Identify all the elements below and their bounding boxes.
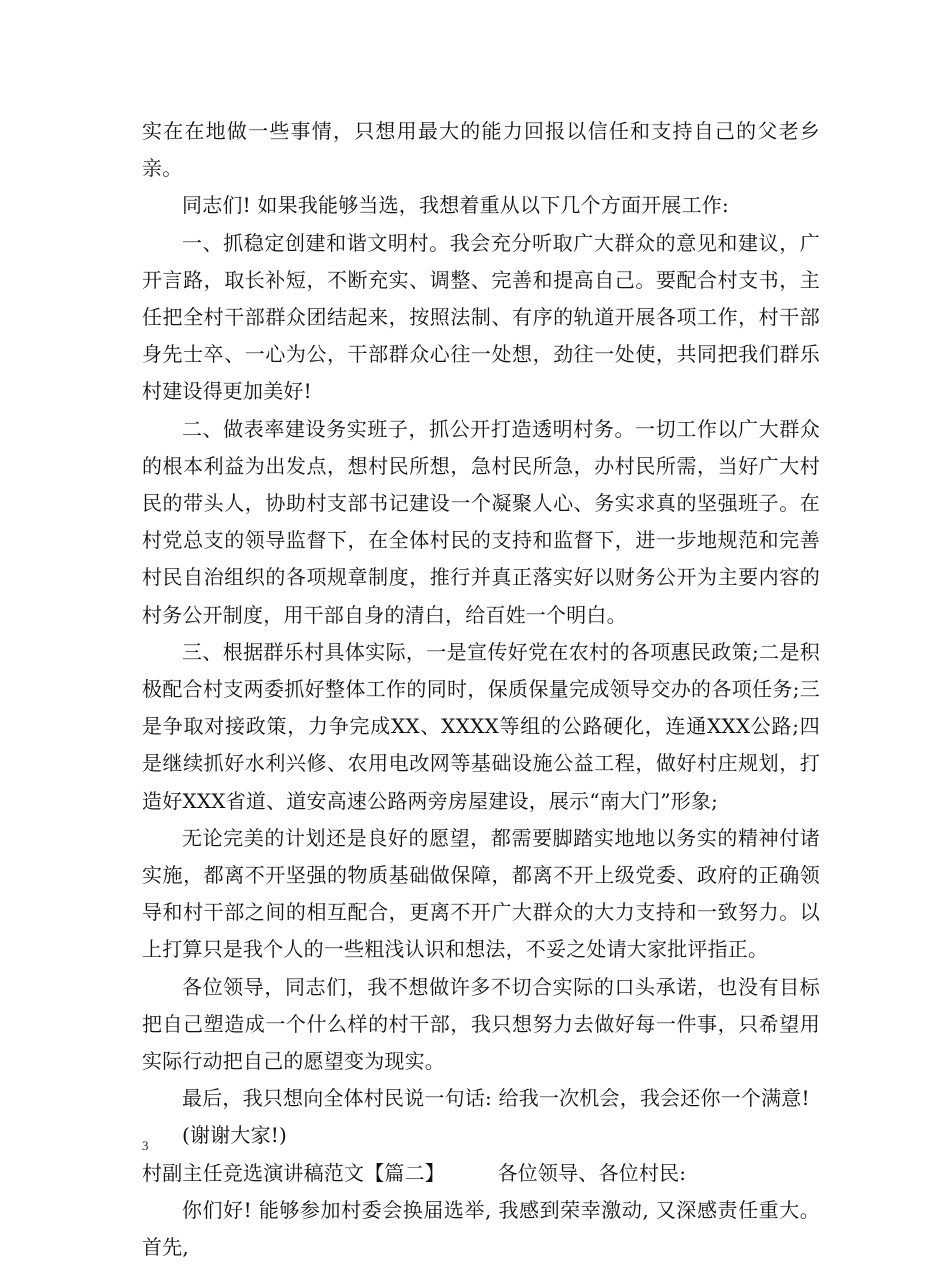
greeting: 各位领导、各位村民: <box>497 1160 687 1185</box>
section-heading: 村副主任竞选演讲稿范文【篇二】 <box>142 1160 445 1185</box>
paragraph-commitment: 无论完美的计划还是良好的愿望，都需要脚踏实地地以务实的精神付诸实施，都离不开坚强的物质基础做保障，都离不开上级党委、政府的正确领导和村干部之间的相互配合，更离不开广大群众的大力支持和一致努力。以上打算只是我个人的一些粗浅认识和想法，不妥之处请大家批评指正。 <box>142 825 820 962</box>
paragraph-continuation: 实在在地做一些事情，只想用最大的能力回报以信任和支持自己的父老乡亲。 <box>142 119 820 181</box>
paragraph-intro: 同志们! 如果我能够当选，我想着重从以下几个方面开展工作: <box>182 193 729 218</box>
page-number: 3 <box>142 1138 149 1153</box>
paragraph-closing: 最后，我只想向全体村民说一句话: 给我一次机会，我会还你一个满意! <box>182 1086 810 1111</box>
paragraph-opening: 你们好! 能够参加村委会换届选举, 我感到荣幸激动, 又深感责任重大。首先, <box>142 1197 820 1260</box>
paragraph-point-two: 二、做表率建设务实班子，抓公开打造透明村务。一切工作以广大群众的根本利益为出发点，想村民所想，急村民所急，办村民所需，当好广大村民的带头人，协助村支部书记建设一个凝聚人心、务实求真的坚强班子。在村党总支的领导监督下，在全体村民的支持和监督下，进一步地规范和完善村民自治组织的各项规章制度，推行并真正落实好以财务公开为主要内容的村务公开制度，用干部自身的清白，给百姓一个明白。 <box>142 416 820 627</box>
section-heading-line <box>142 1155 820 1192</box>
paragraph-promise: 各位领导，同志们，我不想做许多不切合实际的口头承诺，也没有目标把自己塑造成一个什么样的村干部，我只想努力去做好每一件事，只希望用实际行动把自己的愿望变为现实。 <box>142 974 820 1074</box>
paragraph-point-one: 一、抓稳定创建和谐文明村。我会充分听取广大群众的意见和建议，广开言路，取长补短，不断充实、调整、完善和提高自己。要配合村支书，主任把全村干部群众团结起来，按照法制、有序的轨道开展各项工作，村干部身先士卒、一心为公，干部群众心往一处想，劲往一处使，共同把我们群乐村建设得更加美好! <box>142 230 820 404</box>
paragraph-thanks: (谢谢大家!) <box>182 1123 288 1148</box>
paragraph-point-three: 三、根据群乐村具体实际，一是宣传好党在农村的各项惠民政策;二是积极配合村支两委抓好整体工作的同时，保质保量完成领导交办的各项任务;三是争取对接政策，力争完成XX、XXXX等组的公路硬化，连通XXX公路;四是继续抓好水利兴修、农用电改网等基础设施公益工程，做好村庄规划，打造好XXX省道、道安高速公路两旁房屋建设，展示“南大门”形象; <box>142 639 820 813</box>
document-body <box>142 113 820 1266</box>
